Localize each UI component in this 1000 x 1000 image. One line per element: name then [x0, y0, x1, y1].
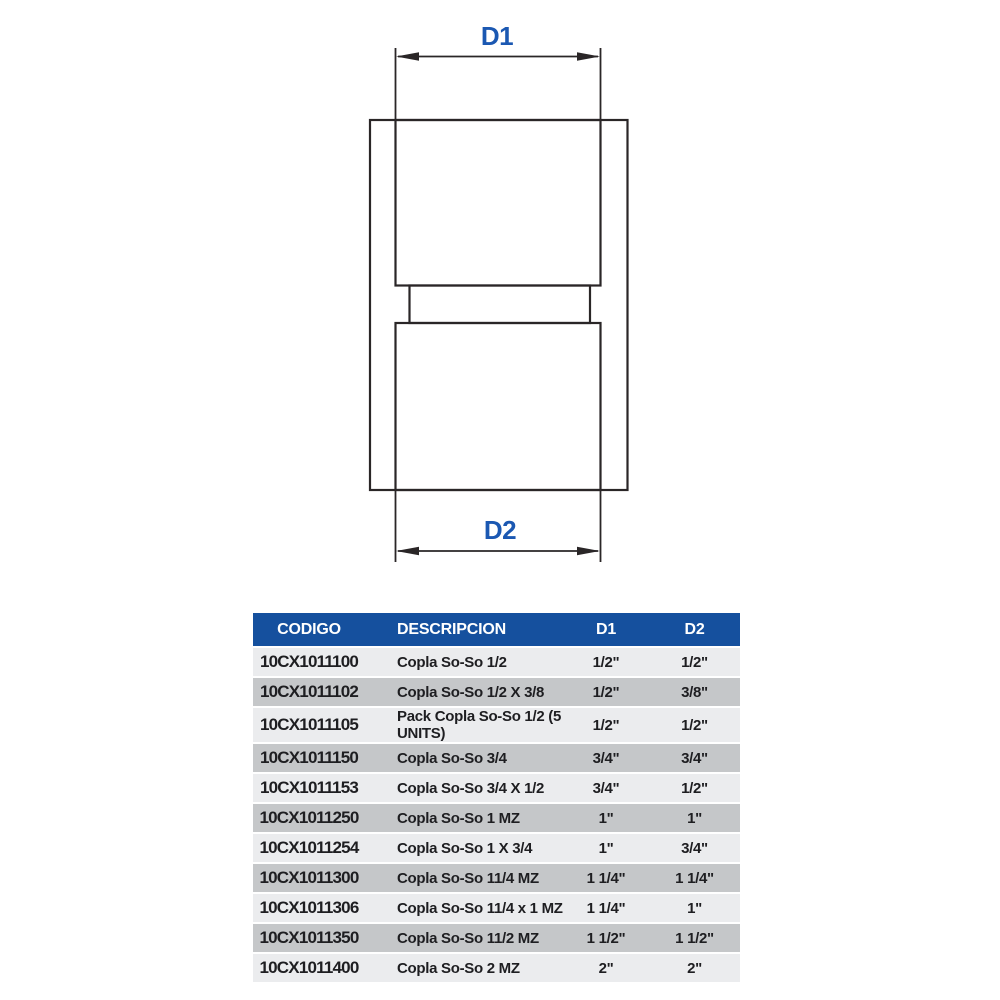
cell-descripcion: Copla So-So 3/4 — [365, 744, 563, 772]
dim-label-d1: D1 — [480, 21, 514, 51]
d1-dimension — [396, 21, 601, 119]
d2-arrow-left — [396, 547, 419, 556]
header-d2: D2 — [649, 613, 740, 646]
table-row — [253, 804, 740, 832]
cell-descripcion: Pack Copla So-So 1/2 (5 UNITS) — [365, 708, 563, 742]
cell-d1: 1 1/4" — [563, 894, 649, 922]
cell-codigo: 10CX1011300 — [253, 864, 365, 892]
cell-descripcion: Copla So-So 1/2 — [365, 648, 563, 676]
cell-codigo: 10CX1011250 — [253, 804, 365, 832]
cell-d2: 1/2" — [649, 774, 740, 802]
cell-d2: 3/4" — [649, 744, 740, 772]
coupling-body-outline — [370, 120, 628, 490]
cell-d2: 1/2" — [649, 648, 740, 676]
cell-d1: 1" — [563, 834, 649, 862]
spec-table — [253, 611, 740, 984]
cell-descripcion: Copla So-So 1 MZ — [365, 804, 563, 832]
cell-descripcion: Copla So-So 1/2 X 3/8 — [365, 678, 563, 706]
cell-d2: 2" — [649, 954, 740, 982]
table-row — [253, 708, 740, 742]
cell-codigo: 10CX1011100 — [253, 648, 365, 676]
cell-d1: 1/2" — [563, 708, 649, 742]
cell-d2: 1" — [649, 804, 740, 832]
cell-codigo: 10CX1011254 — [253, 834, 365, 862]
cell-descripcion: Copla So-So 1 X 3/4 — [365, 834, 563, 862]
cell-codigo: 10CX1011153 — [253, 774, 365, 802]
cell-d1: 2" — [563, 954, 649, 982]
cell-d2: 1 1/4" — [649, 864, 740, 892]
table-row — [253, 834, 740, 862]
table-row — [253, 954, 740, 982]
d1-arrow-right — [577, 52, 600, 61]
cell-d1: 1 1/4" — [563, 864, 649, 892]
cell-descripcion: Copla So-So 3/4 X 1/2 — [365, 774, 563, 802]
cell-codigo: 10CX1011150 — [253, 744, 365, 772]
cell-d1: 1" — [563, 804, 649, 832]
header-descripcion: DESCRIPCION — [365, 613, 563, 646]
cell-d2: 1/2" — [649, 708, 740, 742]
cell-descripcion: Copla So-So 11/2 MZ — [365, 924, 563, 952]
header-d1: D1 — [563, 613, 649, 646]
table-row — [253, 744, 740, 772]
d2-arrow-right — [577, 547, 600, 556]
header-codigo: CODIGO — [253, 613, 365, 646]
table-row — [253, 678, 740, 706]
dim-label-d2: D2 — [483, 515, 517, 545]
cell-d1: 1/2" — [563, 648, 649, 676]
cell-d2: 3/8" — [649, 678, 740, 706]
cell-codigo: 10CX1011400 — [253, 954, 365, 982]
table-row — [253, 894, 740, 922]
table-row — [253, 924, 740, 952]
cell-d1: 3/4" — [563, 774, 649, 802]
cell-d1: 1/2" — [563, 678, 649, 706]
cell-d2: 3/4" — [649, 834, 740, 862]
cell-codigo: 10CX1011350 — [253, 924, 365, 952]
cell-d2: 1" — [649, 894, 740, 922]
cell-descripcion: Copla So-So 11/4 x 1 MZ — [365, 894, 563, 922]
table-header-row — [253, 613, 740, 646]
cell-descripcion: Copla So-So 11/4 MZ — [365, 864, 563, 892]
cell-codigo: 10CX1011105 — [253, 708, 365, 742]
cell-d1: 1 1/2" — [563, 924, 649, 952]
table-row — [253, 648, 740, 676]
table-row — [253, 774, 740, 802]
cell-d2: 1 1/2" — [649, 924, 740, 952]
cell-codigo: 10CX1011306 — [253, 894, 365, 922]
cell-d1: 3/4" — [563, 744, 649, 772]
d2-dimension — [396, 491, 601, 562]
table-row — [253, 864, 740, 892]
cell-codigo: 10CX1011102 — [253, 678, 365, 706]
d1-arrow-left — [396, 52, 419, 61]
cell-descripcion: Copla So-So 2 MZ — [365, 954, 563, 982]
